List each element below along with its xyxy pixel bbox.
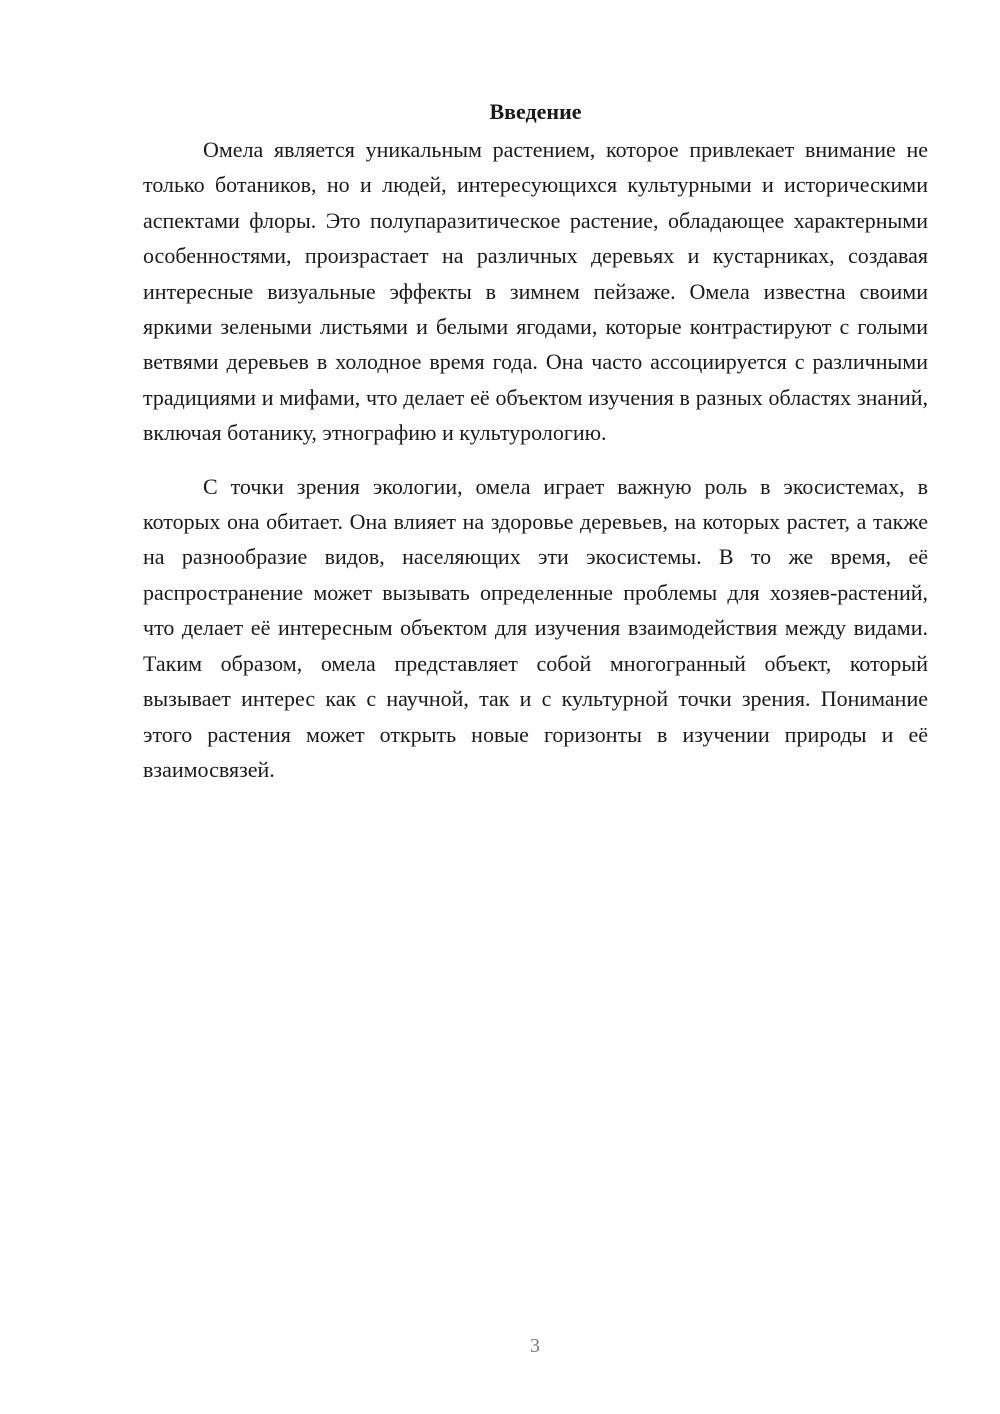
paragraph-1: Омела является уникальным растением, которое привлекает внимание не только ботаников, но и людей, интересующихся культурными и историческими аспектами флоры. Это полупаразитическое растение, обладающее характерными особенностями, произрастает на различных деревьях и кустарниках, создавая интересные визуальные эффекты в зимнем пейзаже. Омела известна своими яркими зелеными листьями и белыми ягодами, которые контрастируют с голыми ветвями деревьев в холодное время года. Она часто ассоциируется с различными традициями и мифами, что делает её объектом изучения в разных областях знаний, включая ботанику, этнографию и культурологию. [143,137,928,446]
page-number: 3 [530,1335,540,1357]
page-content [143,97,928,787]
paragraph-2: С точки зрения экологии, омела играет важную роль в экосистемах, в которых она обитает. Она влияет на здоровье деревьев, на которых растет, а также на разнообразие видов, населяющих эти экосистемы. В то же время, её распространение может вызывать определенные проблемы для хозяев-растений, что делает её интересным объектом для изучения взаимодействия между видами. Таким образом, омела представляет собой многогранный объект, который вызывает интерес как с научной, так и с культурной точки зрения. Понимание этого растения может открыть новые горизонты в изучении природы и её взаимосвязей. [143,473,928,782]
section-heading: Введение [489,99,582,124]
